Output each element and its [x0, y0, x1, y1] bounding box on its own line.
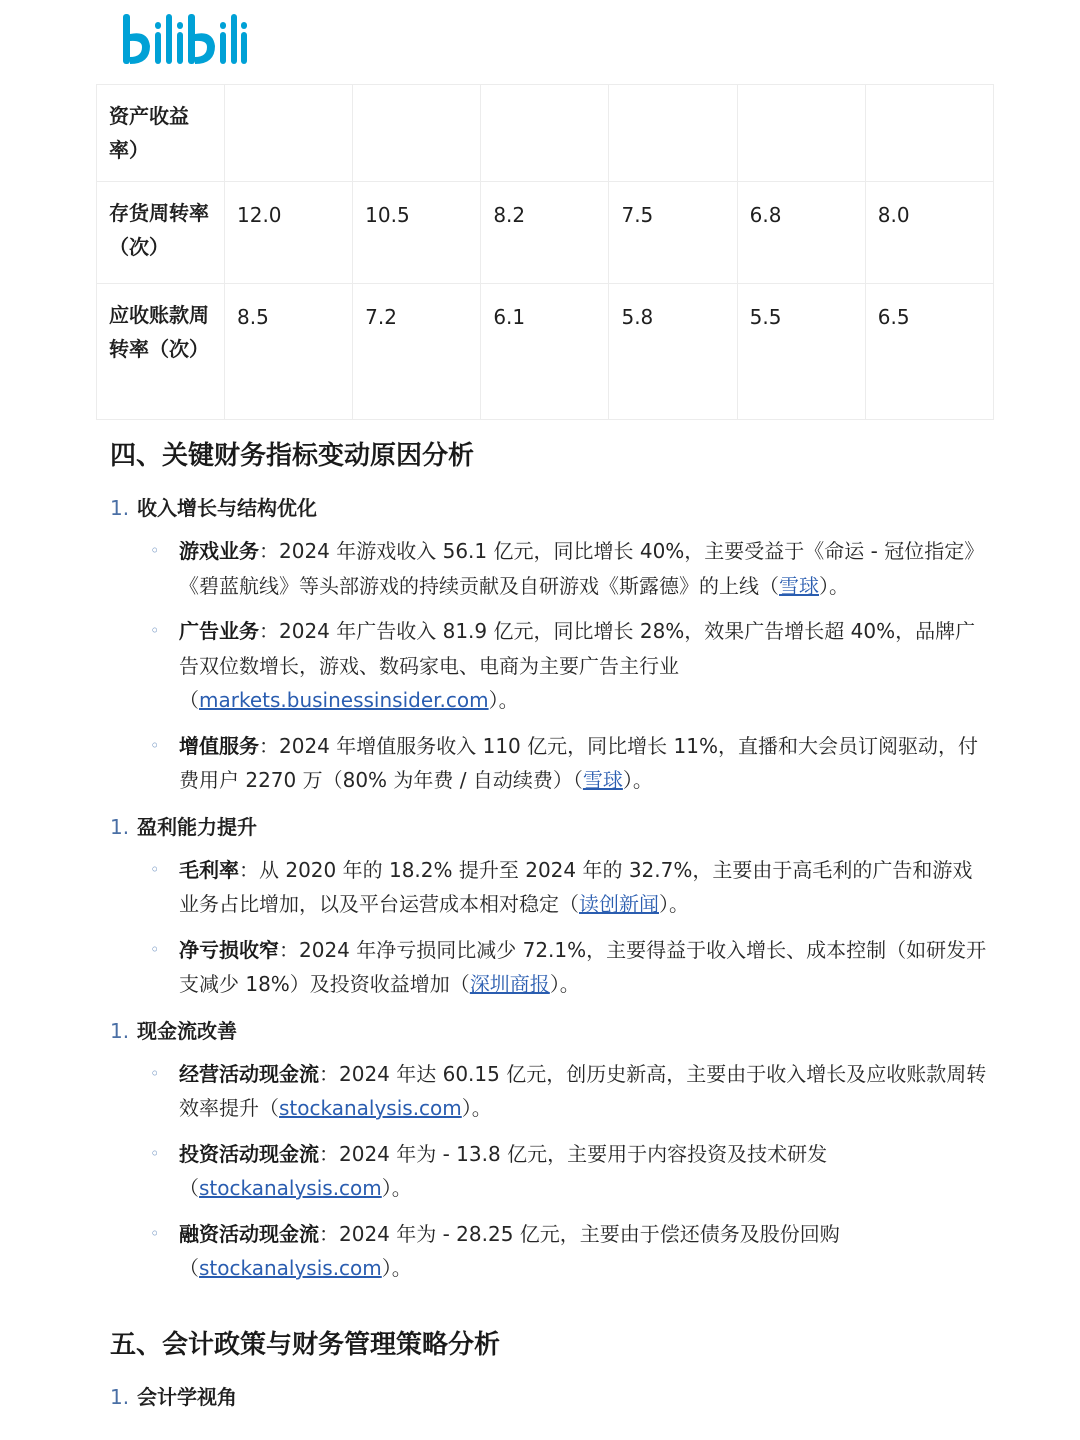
- list-item: [150, 614, 990, 718]
- source-link[interactable]: stockanalysis.com: [199, 1256, 382, 1280]
- item-text: ：从 2020 年的 18.2% 提升至 2024 年的 32.7%，主要由于高毛利的广告和游戏业务占比增加，以及平台运营成本相对稳定（: [179, 857, 973, 916]
- item-text: ：2024 年达 60.15 亿元，创历史新高，主要由于收入增长及应收账款周转效率提升（: [179, 1061, 987, 1120]
- item-tail: ）。: [488, 688, 519, 712]
- table-row: [97, 85, 994, 182]
- source-link[interactable]: stockanalysis.com: [279, 1096, 462, 1120]
- table-cell: 12.0: [225, 182, 353, 284]
- item-text: ：2024 年增值服务收入 110 亿元，同比增长 11%，直播和大会员订阅驱动，付费用户 2270 万（80% 为年费 / 自动续费）（: [179, 733, 978, 792]
- table-cell: [225, 85, 353, 182]
- list-item: [150, 534, 990, 603]
- table-cell: 6.8: [737, 182, 865, 284]
- bullet-list: [110, 534, 990, 798]
- table-cell: 5.5: [737, 284, 865, 420]
- bilibili-logo: [120, 10, 248, 70]
- item-term: 毛利率: [179, 857, 239, 882]
- bullet-icon: ◦: [150, 1223, 160, 1243]
- item-text: ：2024 年为 - 28.25 亿元，主要由于偿还债务及股份回购（: [179, 1221, 840, 1280]
- subsection-title-text: 收入增长与结构优化: [137, 496, 317, 520]
- item-tail: ）。: [549, 972, 580, 996]
- subsection-title: [110, 1013, 990, 1049]
- table-cell: 6.1: [481, 284, 609, 420]
- table-cell: 8.0: [865, 182, 993, 284]
- subsection-title: [110, 809, 990, 845]
- list-item: [150, 1137, 990, 1206]
- item-tail: ）。: [819, 573, 849, 598]
- table-cell: 5.8: [609, 284, 737, 420]
- row-label: 存货周转率（次）: [97, 182, 225, 284]
- bullet-icon: ◦: [150, 1143, 160, 1163]
- bullet-list: [110, 853, 990, 1002]
- table-cell: [481, 85, 609, 182]
- subsection-title: [110, 1379, 990, 1415]
- table-row: [97, 284, 994, 420]
- item-term: 广告业务: [179, 619, 259, 643]
- subsection-title-text: 盈利能力提升: [137, 814, 257, 839]
- item-text: ：2024 年游戏收入 56.1 亿元，同比增长 40%，主要受益于《命运 - 冠位指定》《碧蓝航线》等头部游戏的持续贡献及自研游戏《斯露德》的上线（: [179, 539, 985, 598]
- list-item: [150, 1057, 990, 1126]
- item-tail: ）。: [461, 1096, 492, 1120]
- source-link[interactable]: markets.businessinsider.com: [199, 688, 489, 712]
- item-tail: ）。: [381, 1256, 412, 1280]
- section-heading: 五、会计政策与财务管理策略分析: [110, 1329, 501, 1360]
- source-link[interactable]: 雪球: [582, 768, 623, 792]
- list-item: [150, 933, 990, 1002]
- list-item: [150, 853, 990, 922]
- source-link[interactable]: stockanalysis.com: [199, 1176, 382, 1200]
- bullet-icon: ◦: [150, 541, 160, 560]
- table-cell: 8.2: [481, 182, 609, 284]
- item-text: ：2024 年净亏损同比减少 72.1%，主要得益于收入增长、成本控制（如研发开支减少 18%）及投资收益增加（: [179, 937, 987, 996]
- list-number: 1.: [110, 1384, 130, 1409]
- item-tail: ）。: [381, 1176, 412, 1200]
- source-link[interactable]: 读创新闻: [579, 892, 659, 916]
- item-text: ：2024 年广告收入 81.9 亿元，同比增长 28%，效果广告增长超 40%，品牌广告双位数增长，游戏、数码家电、电商为主要广告主行业（: [179, 619, 976, 712]
- table-cell: [609, 85, 737, 182]
- item-text: ：2024 年为 - 13.8 亿元，主要用于内容投资及技术研发（: [179, 1141, 828, 1200]
- item-term: 经营活动现金流: [179, 1061, 319, 1086]
- bullet-icon: ◦: [150, 621, 160, 640]
- bullet-icon: ◦: [150, 859, 160, 879]
- list-number: 1.: [110, 496, 130, 520]
- item-term: 净亏损收窄: [179, 937, 279, 962]
- table-cell: 10.5: [353, 182, 481, 284]
- list-item: [150, 729, 990, 798]
- financial-metrics-table: [96, 84, 994, 420]
- bullet-list: [110, 1057, 990, 1286]
- source-link[interactable]: 雪球: [779, 573, 819, 598]
- section-heading: 四、关键财务指标变动原因分析: [110, 441, 475, 471]
- subsection-title: [110, 490, 990, 526]
- bullet-icon: ◦: [150, 1063, 160, 1083]
- list-item: [150, 1217, 990, 1286]
- table-cell: 7.5: [609, 182, 737, 284]
- bilibili-logo-icon: [120, 10, 248, 70]
- table-cell: [865, 85, 993, 182]
- item-term: 投资活动现金流: [179, 1141, 319, 1166]
- item-tail: ）。: [659, 892, 689, 916]
- source-link[interactable]: 深圳商报: [469, 972, 550, 996]
- document-body: [110, 428, 990, 1423]
- table-cell: [737, 85, 865, 182]
- subsection-title-text: 会计学视角: [137, 1384, 237, 1409]
- bullet-icon: ◦: [150, 939, 160, 959]
- subsection-title-text: 现金流改善: [137, 1018, 237, 1043]
- item-term: 增值服务: [179, 733, 259, 758]
- row-label: 应收账款周转率（次）: [97, 284, 225, 420]
- row-label: 资产收益率）: [97, 85, 225, 182]
- item-term: 融资活动现金流: [179, 1221, 319, 1246]
- list-number: 1.: [110, 814, 130, 839]
- item-tail: ）。: [622, 768, 653, 792]
- bullet-icon: ◦: [150, 735, 160, 755]
- list-number: 1.: [110, 1018, 130, 1043]
- table-cell: 6.5: [865, 284, 993, 420]
- table-cell: 8.5: [225, 284, 353, 420]
- table-cell: [353, 85, 481, 182]
- table-cell: 7.2: [353, 284, 481, 420]
- table-row: [97, 182, 994, 284]
- item-term: 游戏业务: [179, 539, 259, 563]
